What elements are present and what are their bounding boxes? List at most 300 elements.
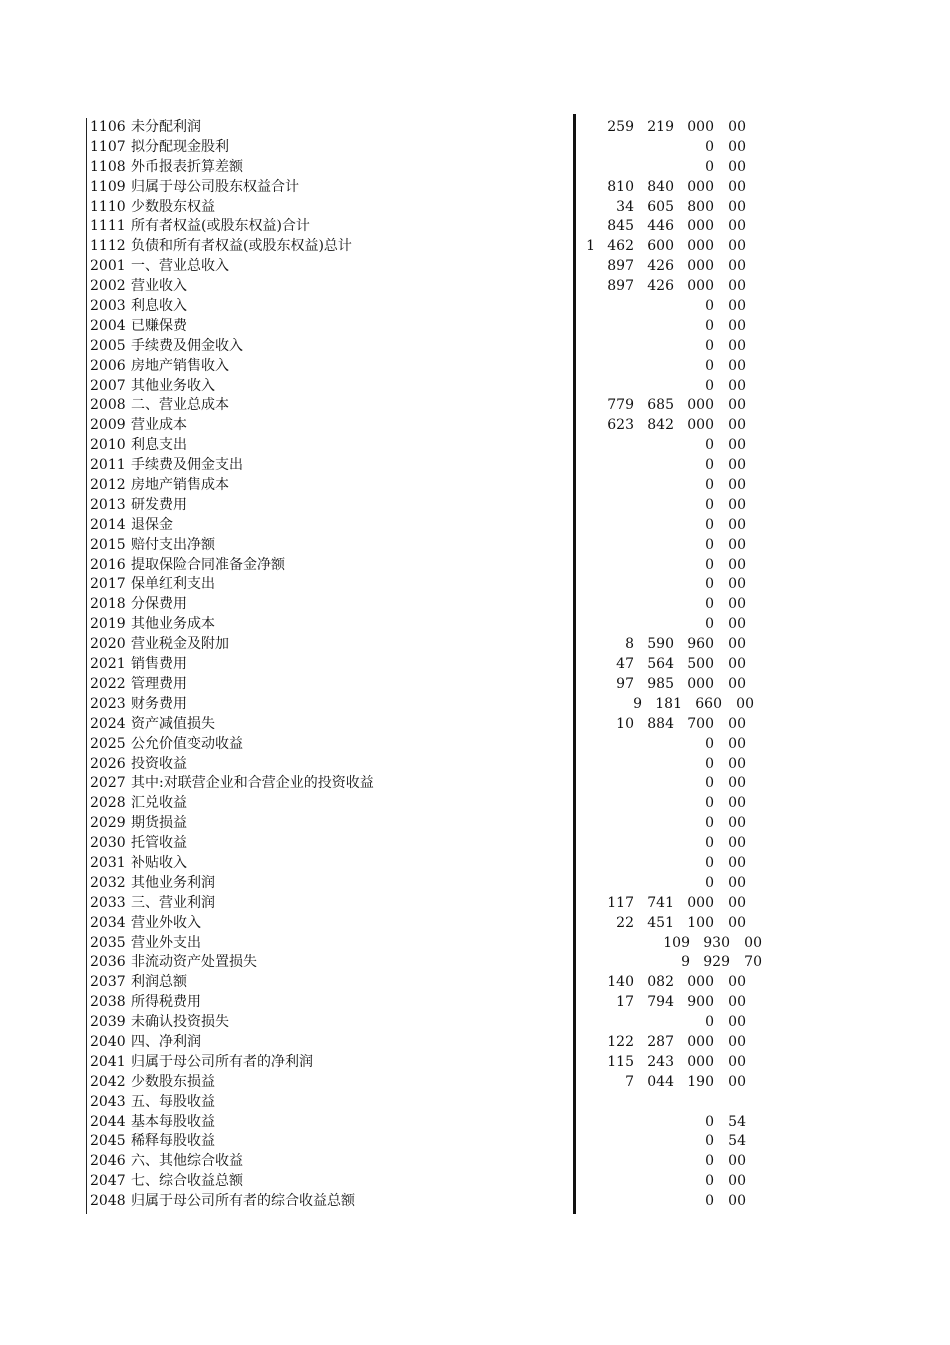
row-label: 期货损益 [131, 815, 187, 832]
amount-group: 00 [728, 974, 746, 991]
row-label: 投资收益 [131, 755, 187, 772]
amount-group: 115 [607, 1053, 634, 1070]
amount-group: 00 [728, 994, 746, 1011]
amount-group: 190 [687, 1073, 714, 1090]
amount-group: 00 [728, 198, 746, 215]
table-row [0, 814, 950, 834]
amount-group: 00 [728, 1053, 746, 1070]
row-amount [560, 635, 770, 655]
amount-group: 000 [687, 1033, 714, 1050]
row-label: 一、营业总收入 [131, 258, 229, 275]
amount-group: 0 [705, 815, 714, 832]
amount-group: 0 [705, 516, 714, 533]
row-amount [560, 456, 770, 476]
table-row [0, 198, 950, 218]
amount-group: 181 [655, 695, 682, 712]
row-amount [560, 1192, 770, 1212]
row-amount [560, 217, 770, 237]
amount-group: 34 [616, 198, 634, 215]
amount-group: 000 [687, 397, 714, 414]
row-code: 2002 [90, 278, 126, 295]
row-code: 2046 [90, 1153, 126, 1170]
row-amount [560, 178, 770, 198]
amount-group: 00 [728, 238, 746, 255]
amount-group: 00 [728, 616, 746, 633]
amount-group: 0 [705, 1193, 714, 1210]
amount-group: 00 [728, 675, 746, 692]
row-code: 2003 [90, 298, 126, 315]
amount-group: 0 [705, 874, 714, 891]
row-code: 2019 [90, 616, 126, 633]
table-row [0, 914, 950, 934]
amount-group: 794 [647, 994, 674, 1011]
row-amount [560, 1113, 770, 1133]
amount-group: 426 [647, 278, 674, 295]
row-code: 2012 [90, 477, 126, 494]
amount-group: 000 [687, 417, 714, 434]
amount-group: 00 [728, 1153, 746, 1170]
amount-group: 00 [728, 715, 746, 732]
amount-group: 000 [687, 119, 714, 135]
amount-group: 00 [728, 377, 746, 394]
table-row [0, 297, 950, 317]
amount-group: 8 [625, 636, 634, 653]
amount-group: 0 [705, 775, 714, 792]
amount-group: 00 [728, 516, 746, 533]
amount-group: 0 [705, 576, 714, 593]
amount-group: 929 [703, 954, 730, 971]
table-row [0, 377, 950, 397]
amount-group: 122 [607, 1033, 634, 1050]
row-amount [560, 655, 770, 675]
amount-group: 00 [728, 755, 746, 772]
row-code: 2016 [90, 556, 126, 573]
row-amount [560, 973, 770, 993]
row-amount [560, 396, 770, 416]
row-amount [560, 595, 770, 615]
amount-group: 140 [607, 974, 634, 991]
financial-statement-table [0, 118, 950, 1212]
table-row [0, 536, 950, 556]
table-row [0, 615, 950, 635]
table-row [0, 1192, 950, 1212]
amount-group: 00 [728, 576, 746, 593]
row-amount [560, 953, 770, 973]
row-amount [560, 496, 770, 516]
row-code: 2034 [90, 914, 126, 931]
amount-group: 0 [705, 496, 714, 513]
amount-group: 0 [705, 835, 714, 852]
amount-group: 446 [647, 218, 674, 235]
amount-group: 900 [687, 994, 714, 1011]
row-label: 营业税金及附加 [131, 636, 229, 653]
row-amount [560, 1152, 770, 1172]
row-amount [560, 575, 770, 595]
table-row [0, 1073, 950, 1093]
row-amount [560, 436, 770, 456]
amount-group: 0 [705, 298, 714, 315]
amount-group: 0 [705, 556, 714, 573]
row-code: 2038 [90, 994, 126, 1011]
amount-group: 000 [687, 238, 714, 255]
row-code: 2039 [90, 1014, 126, 1031]
row-code: 2047 [90, 1173, 126, 1190]
table-row [0, 516, 950, 536]
amount-group: 9 [681, 954, 690, 971]
amount-group: 00 [736, 695, 754, 712]
amount-group: 741 [647, 894, 674, 911]
amount-group: 00 [728, 158, 746, 175]
amount-group: 0 [705, 1133, 714, 1150]
row-code: 2037 [90, 974, 126, 991]
amount-group: 000 [687, 218, 714, 235]
row-label: 利息收入 [131, 298, 187, 315]
amount-group: 54 [728, 1113, 746, 1130]
row-amount [560, 735, 770, 755]
table-row [0, 337, 950, 357]
row-label: 七、综合收益总额 [131, 1173, 243, 1190]
row-label: 三、营业利润 [131, 894, 215, 911]
row-label: 利润总额 [131, 974, 187, 991]
amount-group: 00 [728, 835, 746, 852]
row-amount [560, 1053, 770, 1073]
amount-group: 884 [647, 715, 674, 732]
row-code: 2041 [90, 1053, 126, 1070]
row-code: 2017 [90, 576, 126, 593]
row-amount [560, 158, 770, 178]
table-row [0, 1093, 950, 1113]
amount-group: 287 [647, 1033, 674, 1050]
amount-group: 605 [647, 198, 674, 215]
row-code: 2022 [90, 675, 126, 692]
row-code: 2033 [90, 894, 126, 911]
amount-group: 10 [616, 715, 634, 732]
amount-group: 0 [705, 457, 714, 474]
row-label: 归属于母公司所有者的净利润 [131, 1053, 313, 1070]
row-label: 外币报表折算差额 [131, 158, 243, 175]
amount-group: 0 [705, 1173, 714, 1190]
amount-group: 810 [607, 178, 634, 195]
table-row [0, 1013, 950, 1033]
amount-group: 00 [728, 854, 746, 871]
amount-group: 00 [744, 934, 762, 951]
table-row [0, 476, 950, 496]
table-row [0, 556, 950, 576]
row-label: 所得税费用 [131, 994, 201, 1011]
row-amount [560, 1093, 770, 1113]
row-label: 手续费及佣金收入 [131, 337, 243, 354]
amount-group: 00 [728, 138, 746, 155]
row-amount [560, 1132, 770, 1152]
amount-group: 47 [616, 656, 634, 673]
row-code: 2018 [90, 596, 126, 613]
row-amount [560, 516, 770, 536]
row-code: 2048 [90, 1193, 126, 1210]
row-code: 2043 [90, 1093, 126, 1110]
row-amount [560, 715, 770, 735]
amount-group: 600 [647, 238, 674, 255]
row-label: 公允价值变动收益 [131, 735, 243, 752]
row-code: 2015 [90, 536, 126, 553]
table-row [0, 277, 950, 297]
row-code: 2005 [90, 337, 126, 354]
amount-group: 00 [728, 437, 746, 454]
row-label: 赔付支出净额 [131, 536, 215, 553]
row-amount [560, 237, 770, 257]
row-code: 2045 [90, 1133, 126, 1150]
row-amount [560, 476, 770, 496]
table-row [0, 993, 950, 1013]
row-label: 非流动资产处置损失 [131, 954, 257, 971]
table-row [0, 894, 950, 914]
row-code: 2036 [90, 954, 126, 971]
table-row [0, 973, 950, 993]
row-label: 所有者权益(或股东权益)合计 [131, 218, 310, 235]
table-row [0, 774, 950, 794]
amount-group: 00 [728, 477, 746, 494]
row-label: 基本每股收益 [131, 1113, 215, 1130]
row-amount [560, 774, 770, 794]
row-code: 1109 [90, 178, 126, 195]
amount-group: 00 [728, 457, 746, 474]
row-label: 房地产销售收入 [131, 357, 229, 374]
row-code: 2035 [90, 934, 126, 951]
row-label: 其中:对联营企业和合营企业的投资收益 [131, 775, 374, 792]
row-amount [560, 118, 770, 138]
amount-group: 259 [607, 119, 634, 135]
amount-group: 0 [705, 596, 714, 613]
row-label: 营业收入 [131, 278, 187, 295]
amount-group: 00 [728, 536, 746, 553]
table-row [0, 934, 950, 954]
row-code: 2027 [90, 775, 126, 792]
row-amount [560, 695, 770, 715]
table-row [0, 1152, 950, 1172]
amount-group: 0 [705, 138, 714, 155]
amount-group: 00 [728, 914, 746, 931]
table-row [0, 1053, 950, 1073]
table-row [0, 854, 950, 874]
amount-group: 0 [705, 317, 714, 334]
row-label: 退保金 [131, 516, 173, 533]
amount-group: 00 [728, 894, 746, 911]
amount-group: 00 [728, 1193, 746, 1210]
table-row [0, 1033, 950, 1053]
table-row [0, 456, 950, 476]
amount-group: 0 [705, 437, 714, 454]
row-label: 汇兑收益 [131, 795, 187, 812]
amount-group: 109 [663, 934, 690, 951]
amount-group: 930 [703, 934, 730, 951]
row-code: 1110 [90, 198, 126, 215]
row-amount [560, 377, 770, 397]
row-code: 2011 [90, 457, 126, 474]
row-amount [560, 934, 770, 954]
amount-group: 00 [728, 317, 746, 334]
amount-group: 0 [705, 1014, 714, 1031]
amount-group: 000 [687, 974, 714, 991]
amount-group: 840 [647, 178, 674, 195]
table-row [0, 735, 950, 755]
row-code: 2026 [90, 755, 126, 772]
row-code: 2025 [90, 735, 126, 752]
row-code: 2001 [90, 258, 126, 275]
amount-group: 623 [607, 417, 634, 434]
row-code: 1111 [90, 218, 126, 235]
amount-group: 800 [687, 198, 714, 215]
row-code: 2013 [90, 496, 126, 513]
row-amount [560, 834, 770, 854]
row-label: 其他业务收入 [131, 377, 215, 394]
amount-group: 00 [728, 298, 746, 315]
amount-group: 00 [728, 258, 746, 275]
table-row [0, 1172, 950, 1192]
row-code: 2040 [90, 1033, 126, 1050]
amount-group: 117 [607, 894, 634, 911]
table-row [0, 755, 950, 775]
amount-group: 000 [687, 894, 714, 911]
amount-group: 082 [647, 974, 674, 991]
amount-group: 00 [728, 496, 746, 513]
amount-group: 100 [687, 914, 714, 931]
row-label: 托管收益 [131, 835, 187, 852]
row-code: 1107 [90, 138, 126, 155]
row-code: 2044 [90, 1113, 126, 1130]
row-label: 拟分配现金股利 [131, 138, 229, 155]
amount-group: 00 [728, 119, 746, 135]
amount-group: 0 [705, 1153, 714, 1170]
amount-group: 00 [728, 815, 746, 832]
row-amount [560, 874, 770, 894]
amount-group: 00 [728, 357, 746, 374]
amount-group: 00 [728, 337, 746, 354]
table-row [0, 118, 950, 138]
row-amount [560, 814, 770, 834]
row-amount [560, 416, 770, 436]
row-amount [560, 257, 770, 277]
table-row [0, 217, 950, 237]
amount-group: 00 [728, 1173, 746, 1190]
row-amount [560, 615, 770, 635]
amount-group: 000 [687, 675, 714, 692]
amount-group: 000 [687, 258, 714, 275]
row-amount [560, 794, 770, 814]
row-label: 少数股东损益 [131, 1073, 215, 1090]
row-amount [560, 755, 770, 775]
amount-group: 00 [728, 1014, 746, 1031]
amount-group: 451 [647, 914, 674, 931]
row-code: 2009 [90, 417, 126, 434]
row-amount [560, 894, 770, 914]
amount-group: 462 [607, 238, 634, 255]
amount-group: 1 [586, 238, 595, 255]
table-row [0, 317, 950, 337]
row-code: 2032 [90, 874, 126, 891]
amount-group: 00 [728, 874, 746, 891]
row-code: 2020 [90, 636, 126, 653]
amount-group: 97 [616, 675, 634, 692]
table-row [0, 953, 950, 973]
amount-group: 500 [687, 656, 714, 673]
row-label: 利息支出 [131, 437, 187, 454]
amount-group: 0 [705, 377, 714, 394]
row-label: 二、营业总成本 [131, 397, 229, 414]
row-amount [560, 914, 770, 934]
amount-group: 842 [647, 417, 674, 434]
table-row [0, 436, 950, 456]
table-row [0, 257, 950, 277]
row-code: 2006 [90, 357, 126, 374]
row-label: 稀释每股收益 [131, 1133, 215, 1150]
table-row [0, 575, 950, 595]
row-label: 房地产销售成本 [131, 477, 229, 494]
row-code: 2021 [90, 656, 126, 673]
amount-group: 22 [616, 914, 634, 931]
row-code: 2010 [90, 437, 126, 454]
row-label: 未确认投资损失 [131, 1014, 229, 1031]
amount-group: 700 [687, 715, 714, 732]
row-label: 补贴收入 [131, 854, 187, 871]
row-code: 2028 [90, 795, 126, 812]
row-code: 2042 [90, 1073, 126, 1090]
row-label: 手续费及佣金支出 [131, 457, 243, 474]
row-amount [560, 854, 770, 874]
row-code: 2029 [90, 815, 126, 832]
amount-group: 0 [705, 337, 714, 354]
row-label: 提取保险合同准备金净额 [131, 556, 285, 573]
row-code: 1108 [90, 158, 126, 175]
amount-group: 54 [728, 1133, 746, 1150]
amount-group: 0 [705, 158, 714, 175]
amount-group: 426 [647, 258, 674, 275]
amount-group: 845 [607, 218, 634, 235]
row-amount [560, 1172, 770, 1192]
row-code: 2023 [90, 695, 126, 712]
amount-group: 0 [705, 357, 714, 374]
amount-group: 00 [728, 775, 746, 792]
row-code: 2008 [90, 397, 126, 414]
row-amount [560, 1073, 770, 1093]
table-row [0, 794, 950, 814]
table-row [0, 675, 950, 695]
row-amount [560, 536, 770, 556]
amount-group: 044 [647, 1073, 674, 1090]
amount-group: 0 [705, 755, 714, 772]
amount-group: 685 [647, 397, 674, 414]
amount-group: 897 [607, 258, 634, 275]
amount-group: 219 [647, 119, 674, 135]
row-amount [560, 297, 770, 317]
row-label: 研发费用 [131, 496, 187, 513]
row-code: 2030 [90, 835, 126, 852]
amount-group: 0 [705, 616, 714, 633]
row-amount [560, 993, 770, 1013]
row-code: 1112 [90, 238, 126, 255]
table-row [0, 595, 950, 615]
row-label: 销售费用 [131, 656, 187, 673]
table-row [0, 655, 950, 675]
amount-group: 00 [728, 596, 746, 613]
amount-group: 17 [616, 994, 634, 1011]
amount-group: 0 [705, 536, 714, 553]
amount-group: 00 [728, 278, 746, 295]
table-row [0, 715, 950, 735]
amount-group: 0 [705, 1113, 714, 1130]
amount-group: 0 [705, 795, 714, 812]
table-row [0, 1113, 950, 1133]
row-label: 归属于母公司所有者的综合收益总额 [131, 1193, 355, 1210]
table-row [0, 178, 950, 198]
